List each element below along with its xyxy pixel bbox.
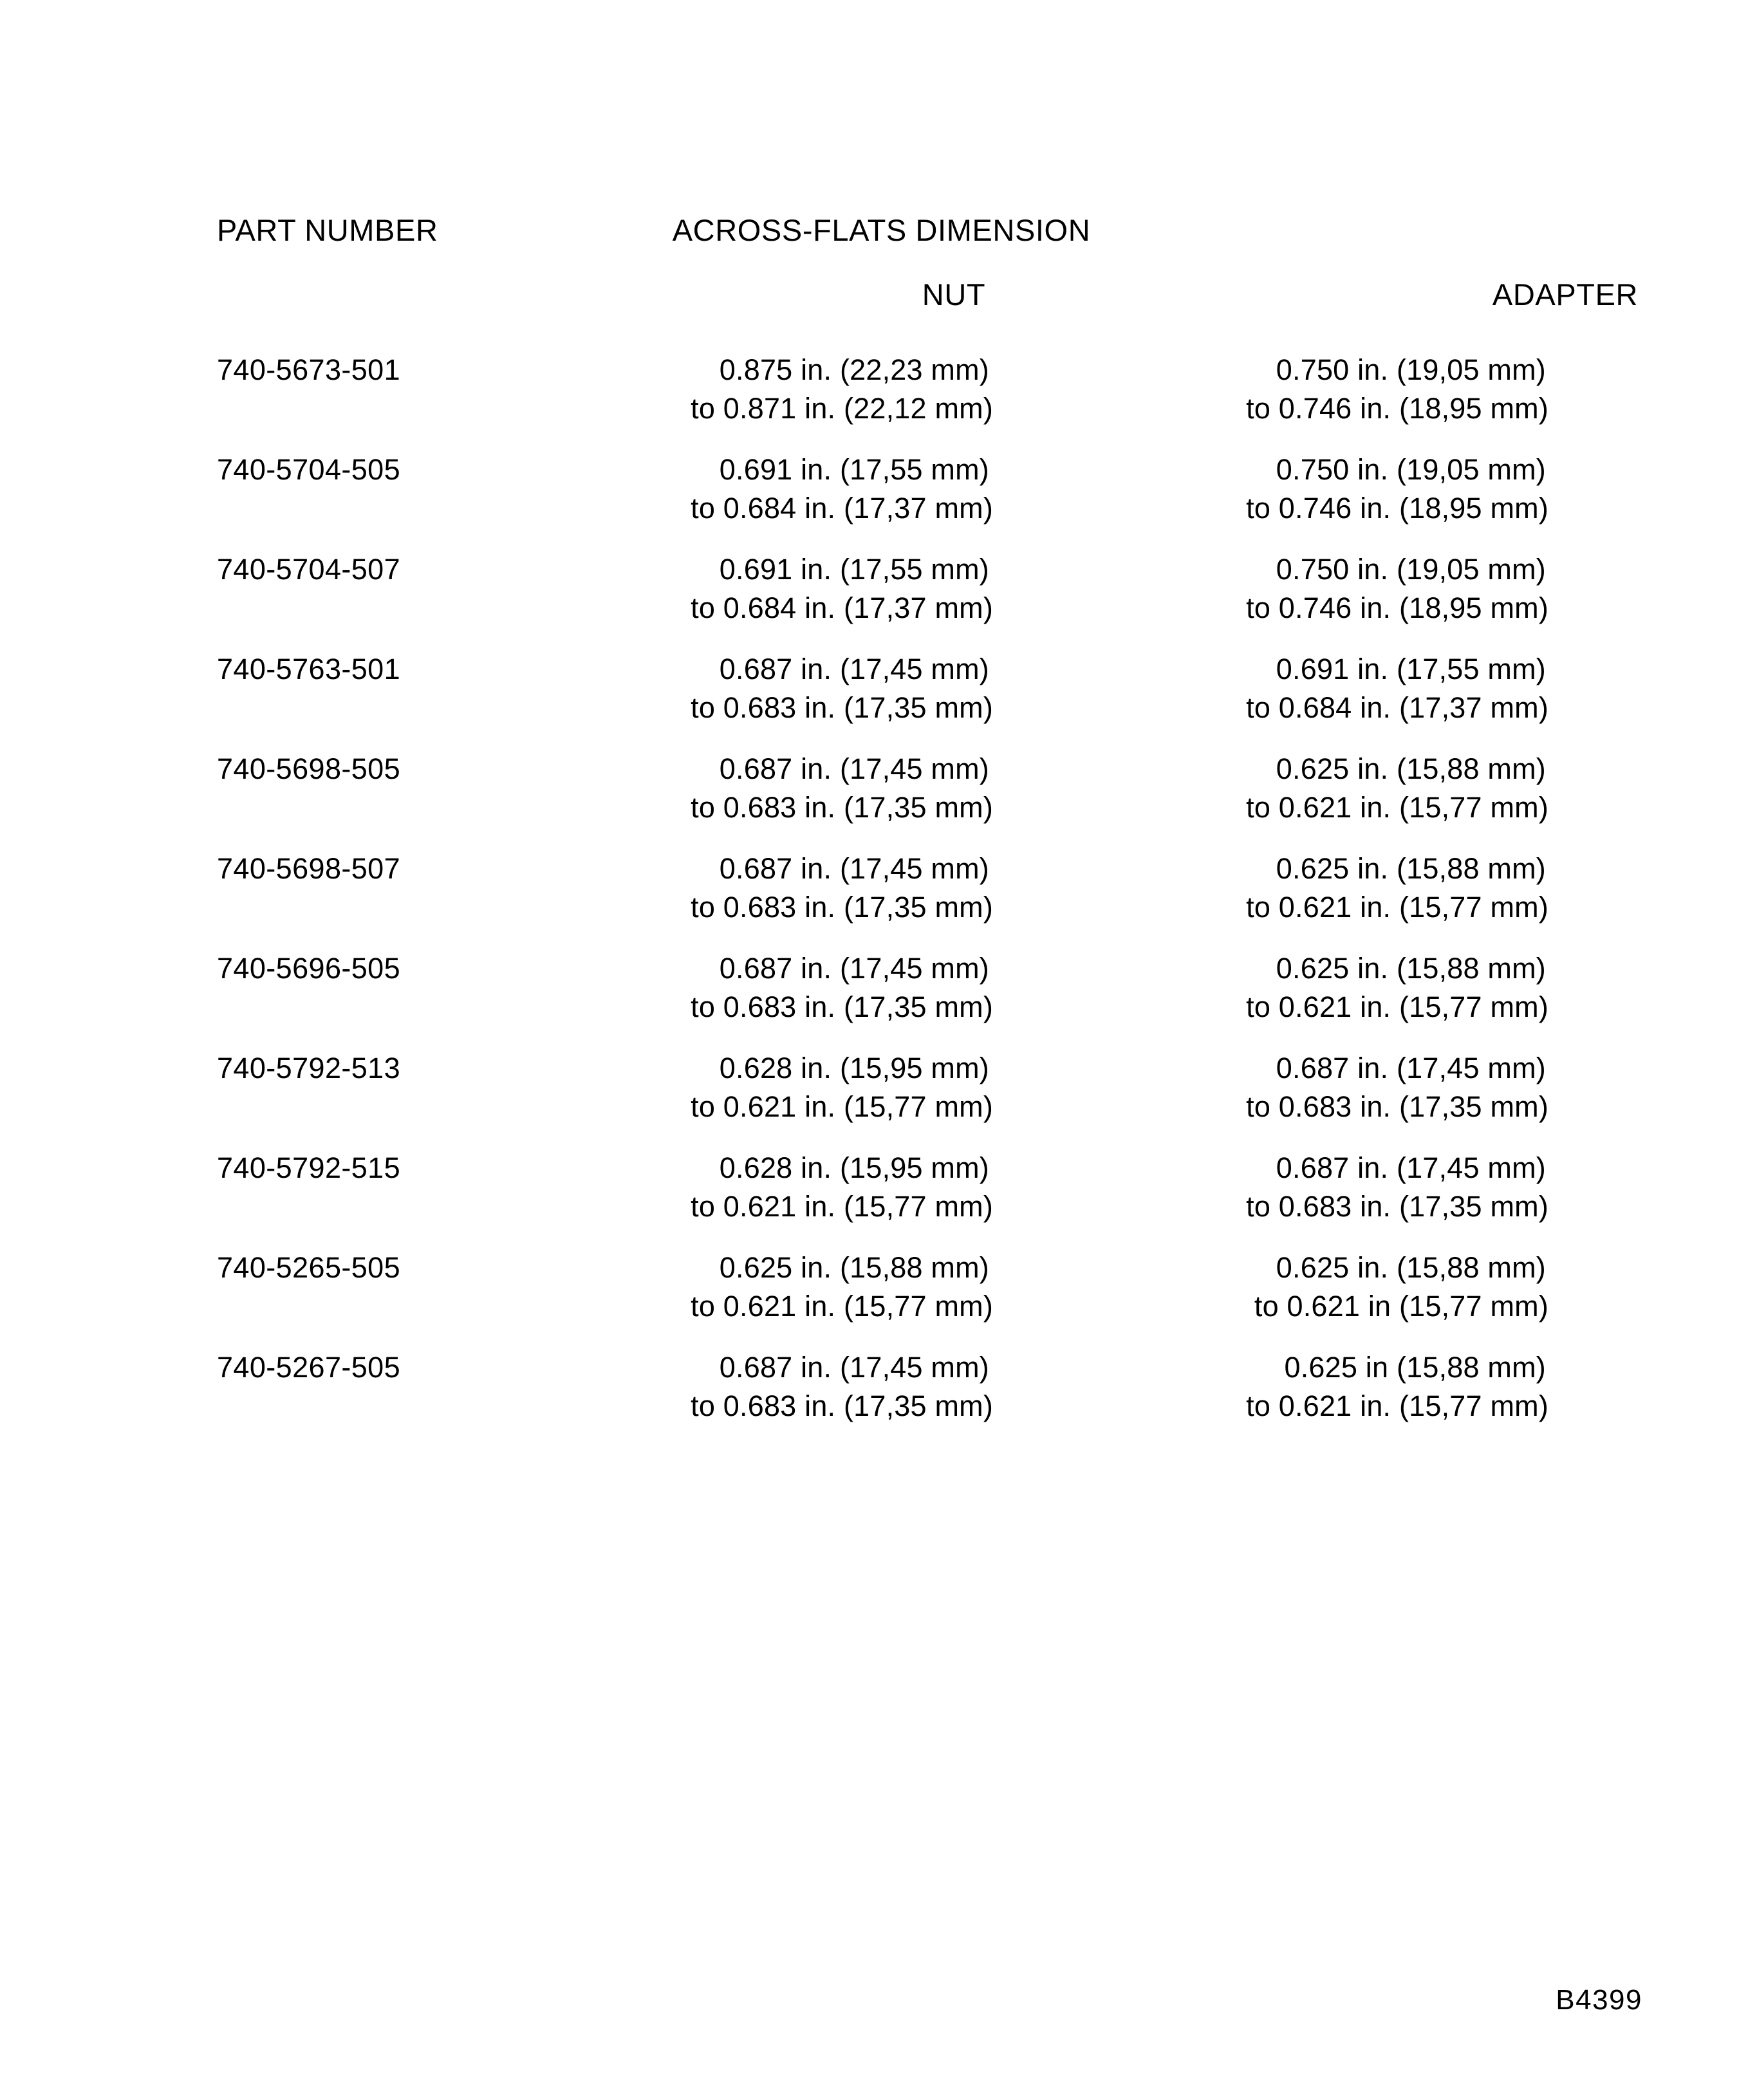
adapter-dimension-cell	[1073, 351, 1546, 428]
adapter-dimension-line-2: to 0.684 in. (17,37 mm)	[1246, 691, 1548, 724]
adapter-dimension-cell	[1073, 1249, 1546, 1326]
adapter-dimension-line-2: to 0.746 in. (18,95 mm)	[1246, 492, 1548, 525]
adapter-dimension-cell	[1073, 1149, 1546, 1226]
nut-dimension-line-1: 0.625 in. (15,88 mm)	[719, 1251, 989, 1284]
adapter-dimension-cell	[1073, 850, 1546, 927]
part-number-value: 740-5704-505	[217, 453, 401, 486]
nut-dimension-line-1: 0.875 in. (22,23 mm)	[719, 353, 989, 386]
table-row	[217, 850, 1546, 949]
table-row	[217, 650, 1546, 750]
column-header-across-flats-dimension: ACROSS-FLATS DIMENSION	[672, 213, 1091, 247]
nut-dimension-line-1: 0.687 in. (17,45 mm)	[719, 1351, 989, 1384]
nut-dimension-line-2: to 0.684 in. (17,37 mm)	[691, 492, 993, 525]
column-header-part-number: PART NUMBER	[217, 213, 438, 247]
nut-dimension-line-2: to 0.621 in. (15,77 mm)	[691, 1090, 993, 1123]
table-header-primary	[217, 212, 1546, 248]
adapter-dimension-line-1: 0.750 in. (19,05 mm)	[1276, 553, 1546, 586]
nut-dimension-cell	[429, 650, 993, 727]
nut-dimension-cell	[429, 850, 993, 927]
nut-dimension-line-1: 0.691 in. (17,55 mm)	[719, 553, 989, 586]
nut-dimension-cell	[429, 451, 993, 528]
adapter-dimension-cell	[1073, 1348, 1546, 1426]
table-row	[217, 1049, 1546, 1149]
table-row	[217, 351, 1546, 451]
adapter-dimension-cell	[1073, 750, 1546, 827]
adapter-dimension-cell	[1073, 550, 1546, 627]
adapter-dimension-line-1: 0.750 in. (19,05 mm)	[1276, 353, 1546, 386]
adapter-dimension-line-1: 0.625 in. (15,88 mm)	[1276, 1251, 1546, 1284]
adapter-dimension-line-1: 0.625 in. (15,88 mm)	[1276, 852, 1546, 885]
table-row	[217, 949, 1546, 1049]
nut-dimension-line-2: to 0.683 in. (17,35 mm)	[691, 691, 993, 724]
part-number-value: 740-5698-507	[217, 852, 401, 885]
nut-dimension-line-1: 0.687 in. (17,45 mm)	[719, 852, 989, 885]
nut-dimension-line-2: to 0.683 in. (17,35 mm)	[691, 891, 993, 924]
part-number-value: 740-5265-505	[217, 1251, 401, 1284]
nut-dimension-line-2: to 0.621 in. (15,77 mm)	[691, 1290, 993, 1323]
adapter-dimension-line-2: to 0.746 in. (18,95 mm)	[1246, 591, 1548, 624]
nut-dimension-line-2: to 0.683 in. (17,35 mm)	[691, 1389, 993, 1422]
adapter-dimension-line-1: 0.687 in. (17,45 mm)	[1276, 1151, 1546, 1184]
nut-dimension-line-2: to 0.871 in. (22,12 mm)	[691, 392, 993, 425]
table-row	[217, 1348, 1546, 1448]
adapter-dimension-line-2: to 0.683 in. (17,35 mm)	[1246, 1190, 1548, 1223]
part-number-value: 740-5673-501	[217, 353, 401, 386]
nut-dimension-cell	[429, 550, 993, 627]
part-number-value: 740-5792-515	[217, 1151, 401, 1184]
adapter-dimension-line-1: 0.625 in. (15,88 mm)	[1276, 952, 1546, 985]
adapter-dimension-line-2: to 0.621 in. (15,77 mm)	[1246, 791, 1548, 824]
table-row	[217, 451, 1546, 550]
nut-dimension-line-1: 0.687 in. (17,45 mm)	[719, 952, 989, 985]
part-number-value: 740-5704-507	[217, 553, 401, 586]
adapter-dimension-line-2: to 0.683 in. (17,35 mm)	[1246, 1090, 1548, 1123]
adapter-dimension-line-1: 0.750 in. (19,05 mm)	[1276, 453, 1546, 486]
nut-dimension-cell	[429, 1049, 993, 1126]
adapter-dimension-cell	[1073, 1049, 1546, 1126]
column-header-nut: NUT	[922, 277, 986, 311]
nut-dimension-line-2: to 0.621 in. (15,77 mm)	[691, 1190, 993, 1223]
across-flats-dimension-table	[217, 351, 1546, 1448]
nut-dimension-line-1: 0.687 in. (17,45 mm)	[719, 752, 989, 785]
adapter-dimension-line-1: 0.687 in. (17,45 mm)	[1276, 1052, 1546, 1084]
nut-dimension-cell	[429, 949, 993, 1027]
part-number-value: 740-5267-505	[217, 1351, 401, 1384]
nut-dimension-cell	[429, 1348, 993, 1426]
part-number-value: 740-5696-505	[217, 952, 401, 985]
nut-dimension-cell	[429, 351, 993, 428]
adapter-dimension-line-2: to 0.621 in (15,77 mm)	[1254, 1290, 1548, 1323]
adapter-dimension-line-2: to 0.621 in. (15,77 mm)	[1246, 891, 1548, 924]
table-header-secondary	[217, 277, 1639, 313]
nut-dimension-cell	[429, 1249, 993, 1326]
adapter-dimension-cell	[1073, 949, 1546, 1027]
part-number-value: 740-5763-501	[217, 653, 401, 685]
nut-dimension-line-1: 0.628 in. (15,95 mm)	[719, 1052, 989, 1084]
nut-dimension-line-2: to 0.684 in. (17,37 mm)	[691, 591, 993, 624]
figure-reference-code: B4399	[1556, 1984, 1642, 2016]
part-number-value: 740-5698-505	[217, 752, 401, 785]
adapter-dimension-cell	[1073, 650, 1546, 727]
adapter-dimension-line-2: to 0.621 in. (15,77 mm)	[1246, 990, 1548, 1023]
table-row	[217, 1249, 1546, 1348]
nut-dimension-line-2: to 0.683 in. (17,35 mm)	[691, 791, 993, 824]
nut-dimension-line-1: 0.691 in. (17,55 mm)	[719, 453, 989, 486]
table-row	[217, 550, 1546, 650]
part-number-value: 740-5792-513	[217, 1052, 401, 1084]
table-row	[217, 1149, 1546, 1249]
adapter-dimension-line-1: 0.625 in (15,88 mm)	[1284, 1351, 1546, 1384]
nut-dimension-cell	[429, 1149, 993, 1226]
adapter-dimension-cell	[1073, 451, 1546, 528]
nut-dimension-line-2: to 0.683 in. (17,35 mm)	[691, 990, 993, 1023]
nut-dimension-line-1: 0.687 in. (17,45 mm)	[719, 653, 989, 685]
adapter-dimension-line-1: 0.691 in. (17,55 mm)	[1276, 653, 1546, 685]
table-row	[217, 750, 1546, 850]
nut-dimension-line-1: 0.628 in. (15,95 mm)	[719, 1151, 989, 1184]
adapter-dimension-line-1: 0.625 in. (15,88 mm)	[1276, 752, 1546, 785]
adapter-dimension-line-2: to 0.746 in. (18,95 mm)	[1246, 392, 1548, 425]
column-header-adapter: ADAPTER	[1492, 277, 1639, 311]
adapter-dimension-line-2: to 0.621 in. (15,77 mm)	[1246, 1389, 1548, 1422]
nut-dimension-cell	[429, 750, 993, 827]
